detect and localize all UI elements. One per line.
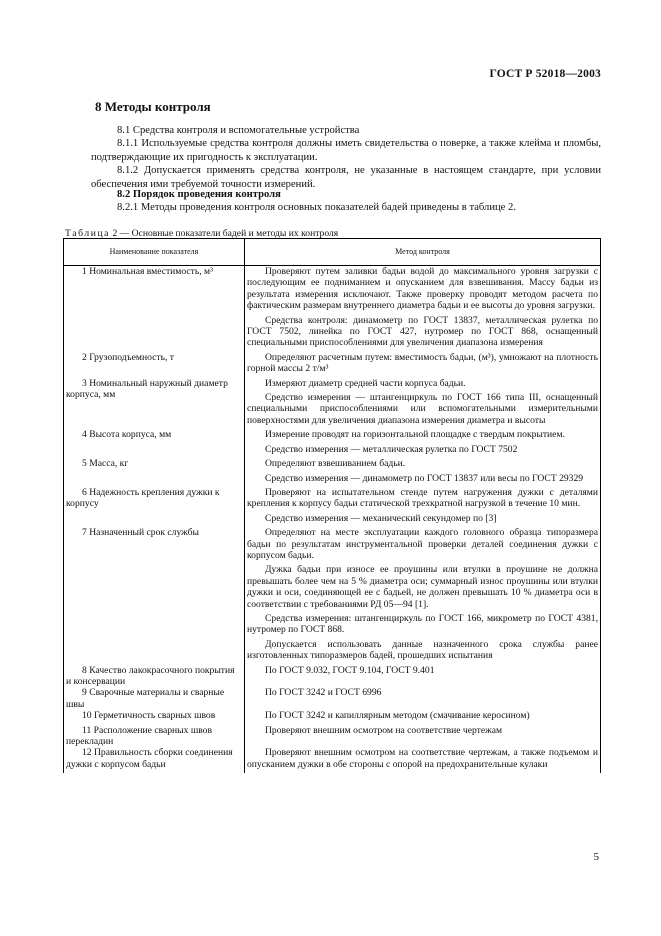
table-caption-prefix: Таблица: [65, 228, 111, 239]
method-text: Определяют на месте эксплуатации каждого головного образца типоразмера бадьи по результатам инструментальной проверки деталей соединения дужки с корпусом бадьи.: [247, 527, 598, 561]
indicator-name: 5 Масса, кг: [82, 458, 129, 470]
method-cell: [245, 458, 601, 487]
table-row: [64, 487, 601, 527]
indicator-cell: [64, 725, 245, 748]
paragraph-8-2-1: 8.2.1 Методы проведения контроля основных показателей бадей приведены в таблице 2.: [117, 202, 516, 213]
method-text: Средство измерения — штангенциркуль по ГОСТ 166 типа III, оснащенный специальными приспособлениями или вспомогательными измерительными поверхностями для увеличения диапазона измерения диаметра и высоты: [247, 392, 598, 426]
method-text: Измеряют диаметр средней части корпуса бадьи.: [265, 377, 466, 389]
indicator-cell: [64, 266, 245, 352]
indicator-name: 4 Высота корпуса, мм: [82, 429, 172, 441]
indicator-cell: [64, 378, 245, 430]
method-cell: [245, 266, 601, 352]
methods-table: [63, 238, 601, 773]
indicator-name: 10 Герметичность сварных швов: [82, 710, 216, 722]
section-title: 8 Методы контроля: [95, 99, 211, 114]
indicator-cell: [64, 487, 245, 527]
method-text: Определяют взвешиванием бадьи.: [265, 458, 406, 470]
indicator-cell: [64, 527, 245, 664]
indicator-cell: [64, 710, 245, 724]
indicator-name: 7 Назначенный срок службы: [82, 527, 199, 539]
table-row: [64, 429, 601, 458]
table-row: [64, 527, 601, 664]
method-cell: [245, 352, 601, 378]
method-text: Допускается использовать данные назначенного срока службы ранее изготовленных типоразмеров бадей, прошедших испытания: [247, 638, 598, 662]
method-cell: [245, 687, 601, 710]
table-row: [64, 352, 601, 378]
table-body: [64, 266, 601, 774]
indicator-name: 1 Номинальная вместимость, м³: [82, 266, 213, 277]
method-cell: [245, 527, 601, 664]
method-text: Определяют расчетным путем: вместимость бадьи, (м³), умножают на плотность горной массы 2 т/м³: [247, 351, 598, 375]
indicator-name: 2 Грузоподъемность, т: [82, 351, 174, 363]
method-cell: [245, 747, 601, 773]
indicator-cell: [64, 429, 245, 458]
method-cell: [245, 665, 601, 688]
table-row: [64, 710, 601, 724]
indicator-cell: [64, 458, 245, 487]
method-text: По ГОСТ 3242 и капиллярным методом (смачивание керосином): [265, 710, 530, 722]
indicator-name: 8 Качество лакокрасочного покрытия и консервации: [66, 664, 235, 687]
column-header-name: Наименование показателя: [64, 239, 245, 266]
method-text: Проверяют внешним осмотром на соответствие чертежам, а также подъемом и опусканием дужки в обе стороны с опорой на предохранительные кулаки: [247, 747, 598, 770]
table-caption-text: 2 — Основные показатели бадей и методы их контроля: [110, 228, 339, 239]
paragraph-8-1-1: 8.1.1 Используемые средства контроля должны иметь свидетельства о поверке, а также клейма и пломбы, подтверждающие их пригодность к эксплуатации.: [91, 138, 601, 163]
table-row: [64, 725, 601, 748]
indicator-cell: [64, 352, 245, 378]
indicator-name: 11 Расположение сварных швов перекладин: [66, 724, 212, 748]
method-cell: [245, 725, 601, 748]
method-text: Дужка бадьи при износе ее проушины или втулки в проушине не должна превышать более чем на 5 % диаметра оси; суммарный износ проушины или втулки дужки и оси, соединяющей ее с бадьей, не должен превышать 10 % диаметра оси в соответствии с требованиями РД 05—94 [1].: [247, 564, 598, 610]
indicator-name: 3 Номинальный наружный диаметр корпуса, мм: [66, 377, 228, 401]
method-text: Средства контроля: динамометр по ГОСТ 13837, металлическая рулетка по ГОСТ 7502, линейка по ГОСТ 427, нутромер по ГОСТ 868, оснащенный специальными приспособлениями для увеличения диапазона измерения: [247, 314, 598, 349]
method-cell: [245, 378, 601, 430]
method-text: По ГОСТ 9.032, ГОСТ 9.104, ГОСТ 9.401: [265, 664, 435, 676]
standard-header: ГОСТ Р 52018—2003: [489, 68, 601, 80]
method-text: По ГОСТ 3242 и ГОСТ 6996: [265, 687, 382, 699]
method-text: Проверяют на испытательном стенде путем нагружения дужки с деталями крепления к корпусу бадьи статической трехкратной нагрузкой в течение 10 мин.: [247, 486, 598, 510]
paragraph-8-1: 8.1 Средства контроля и вспомогательные устройства: [117, 125, 360, 136]
method-text: Средства измерения: штангенциркуль по ГОСТ 166, микрометр по ГОСТ 4381, нутромер по ГОСТ 868.: [247, 612, 598, 636]
method-cell: [245, 487, 601, 527]
paragraph-8-1-2: 8.1.2 Допускается применять средства контроля, не указанные в настоящем стандарте, при условии обеспечения ими требуемой точности измерений.: [91, 165, 601, 190]
indicator-cell: [64, 665, 245, 688]
method-text: Средство измерения — металлическая рулетка по ГОСТ 7502: [265, 443, 518, 455]
table-row: [64, 665, 601, 688]
method-text: Проверяют внешним осмотром на соответствие чертежам: [265, 724, 503, 736]
method-text: Проверяют путем заливки бадьи водой до максимального уровня загрузки с последующим ее подниманием и опусканием для взвешивания. Массу бадьи из результата измерения исключают. Также проверку проводят методом расчета по фактическим размерам внутреннего диаметра бадьи и ее высоты до уровня загрузки.: [247, 266, 598, 312]
indicator-name: 12 Правильность сборки соединения дужки с корпусом бадьи: [66, 747, 233, 770]
table-row: [64, 378, 601, 430]
method-text: Измерение проводят на горизонтальной площадке с твердым покрытием.: [265, 429, 565, 441]
page-number: 5: [593, 851, 599, 863]
method-text: Средство измерения — динамометр по ГОСТ 13837 или весы по ГОСТ 29329: [265, 472, 584, 484]
indicator-name: 9 Сварочные материалы и сварные швы: [66, 687, 225, 710]
indicator-cell: [64, 747, 245, 773]
indicator-name: 6 Надежность крепления дужки к корпусу: [66, 486, 220, 510]
paragraph-8-2: 8.2 Порядок проведения контроля: [117, 189, 281, 200]
table-row: [64, 687, 601, 710]
table-row: [64, 266, 601, 352]
method-text: Средство измерения — механический секундомер по [3]: [265, 512, 497, 524]
table-row: [64, 458, 601, 487]
column-header-method: Метод контроля: [245, 239, 601, 266]
method-cell: [245, 710, 601, 724]
table-row: [64, 747, 601, 773]
method-cell: [245, 429, 601, 458]
indicator-cell: [64, 687, 245, 710]
